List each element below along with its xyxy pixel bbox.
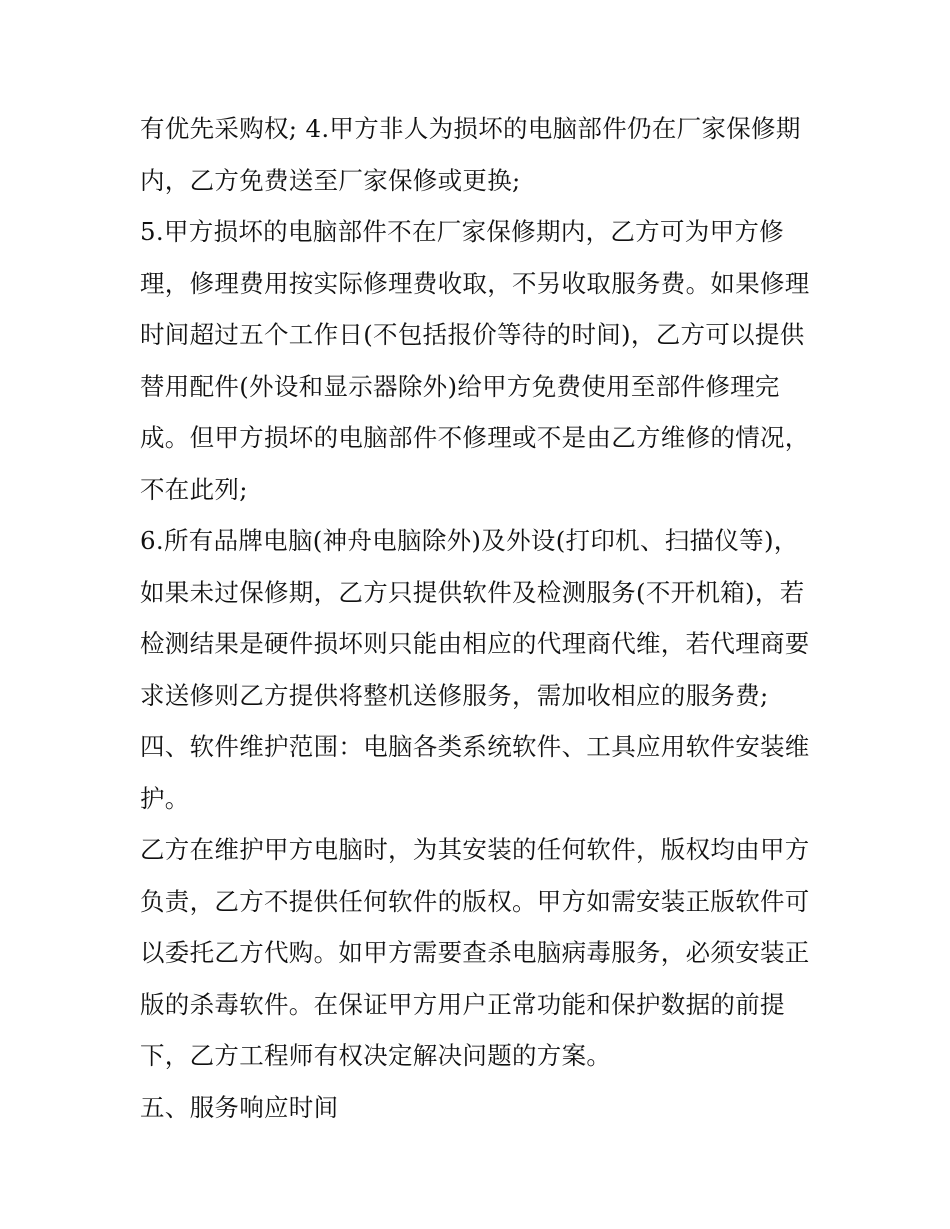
text-line: 护。 — [140, 783, 190, 813]
text-line: 替用配件(外设和显示器除外)给甲方免费使用至部件修理完 — [140, 371, 780, 401]
text-line: 成。但甲方损坏的电脑部件不修理或不是由乙方维修的情况， — [140, 423, 810, 452]
text-line: 乙方在维护甲方电脑时，为其安装的任何软件，版权均由甲方 — [140, 835, 810, 864]
text-line: 版的杀毒软件。在保证甲方用户正常功能和保护数据的前提 — [140, 989, 785, 1019]
text-line: 不在此列; — [140, 474, 248, 504]
text-line: 如果未过保修期，乙方只提供软件及检测服务(不开机箱)，若 — [140, 577, 805, 607]
text-line: 理，修理费用按实际修理费收取，不另收取服务费。如果修理 — [140, 268, 810, 298]
text-line: 检测结果是硬件损坏则只能由相应的代理商代维，若代理商要 — [140, 629, 810, 658]
section-heading-response-time: 五、服务响应时间 — [140, 1092, 339, 1122]
text-line: 以委托乙方代购。如甲方需要查杀电脑病毒服务，必须安装正 — [140, 938, 810, 967]
text-line: 6.所有品牌电脑(神舟电脑除外)及外设(打印机、扫描仪等)， — [140, 526, 799, 555]
text-line: 下，乙方工程师有权决定解决问题的方案。 — [140, 1041, 612, 1070]
text-line: 求送修则乙方提供将整机送修服务，需加收相应的服务费; — [140, 680, 769, 710]
section-heading-software: 四、软件维护范围：电脑各类系统软件、工具应用软件安装维 — [140, 732, 810, 761]
text-line: 负责，乙方不提供任何软件的版权。甲方如需安装正版软件可 — [140, 886, 810, 916]
document-body — [140, 103, 820, 1133]
text-line: 5.甲方损坏的电脑部件不在厂家保修期内，乙方可为甲方修 — [140, 217, 784, 246]
text-line: 时间超过五个工作日(不包括报价等待的时间)，乙方可以提供 — [140, 320, 805, 349]
text-line: 有优先采购权; 4.甲方非人为损坏的电脑部件仍在厂家保修期 — [140, 114, 801, 143]
text-line: 内，乙方免费送至厂家保修或更换; — [140, 165, 521, 195]
